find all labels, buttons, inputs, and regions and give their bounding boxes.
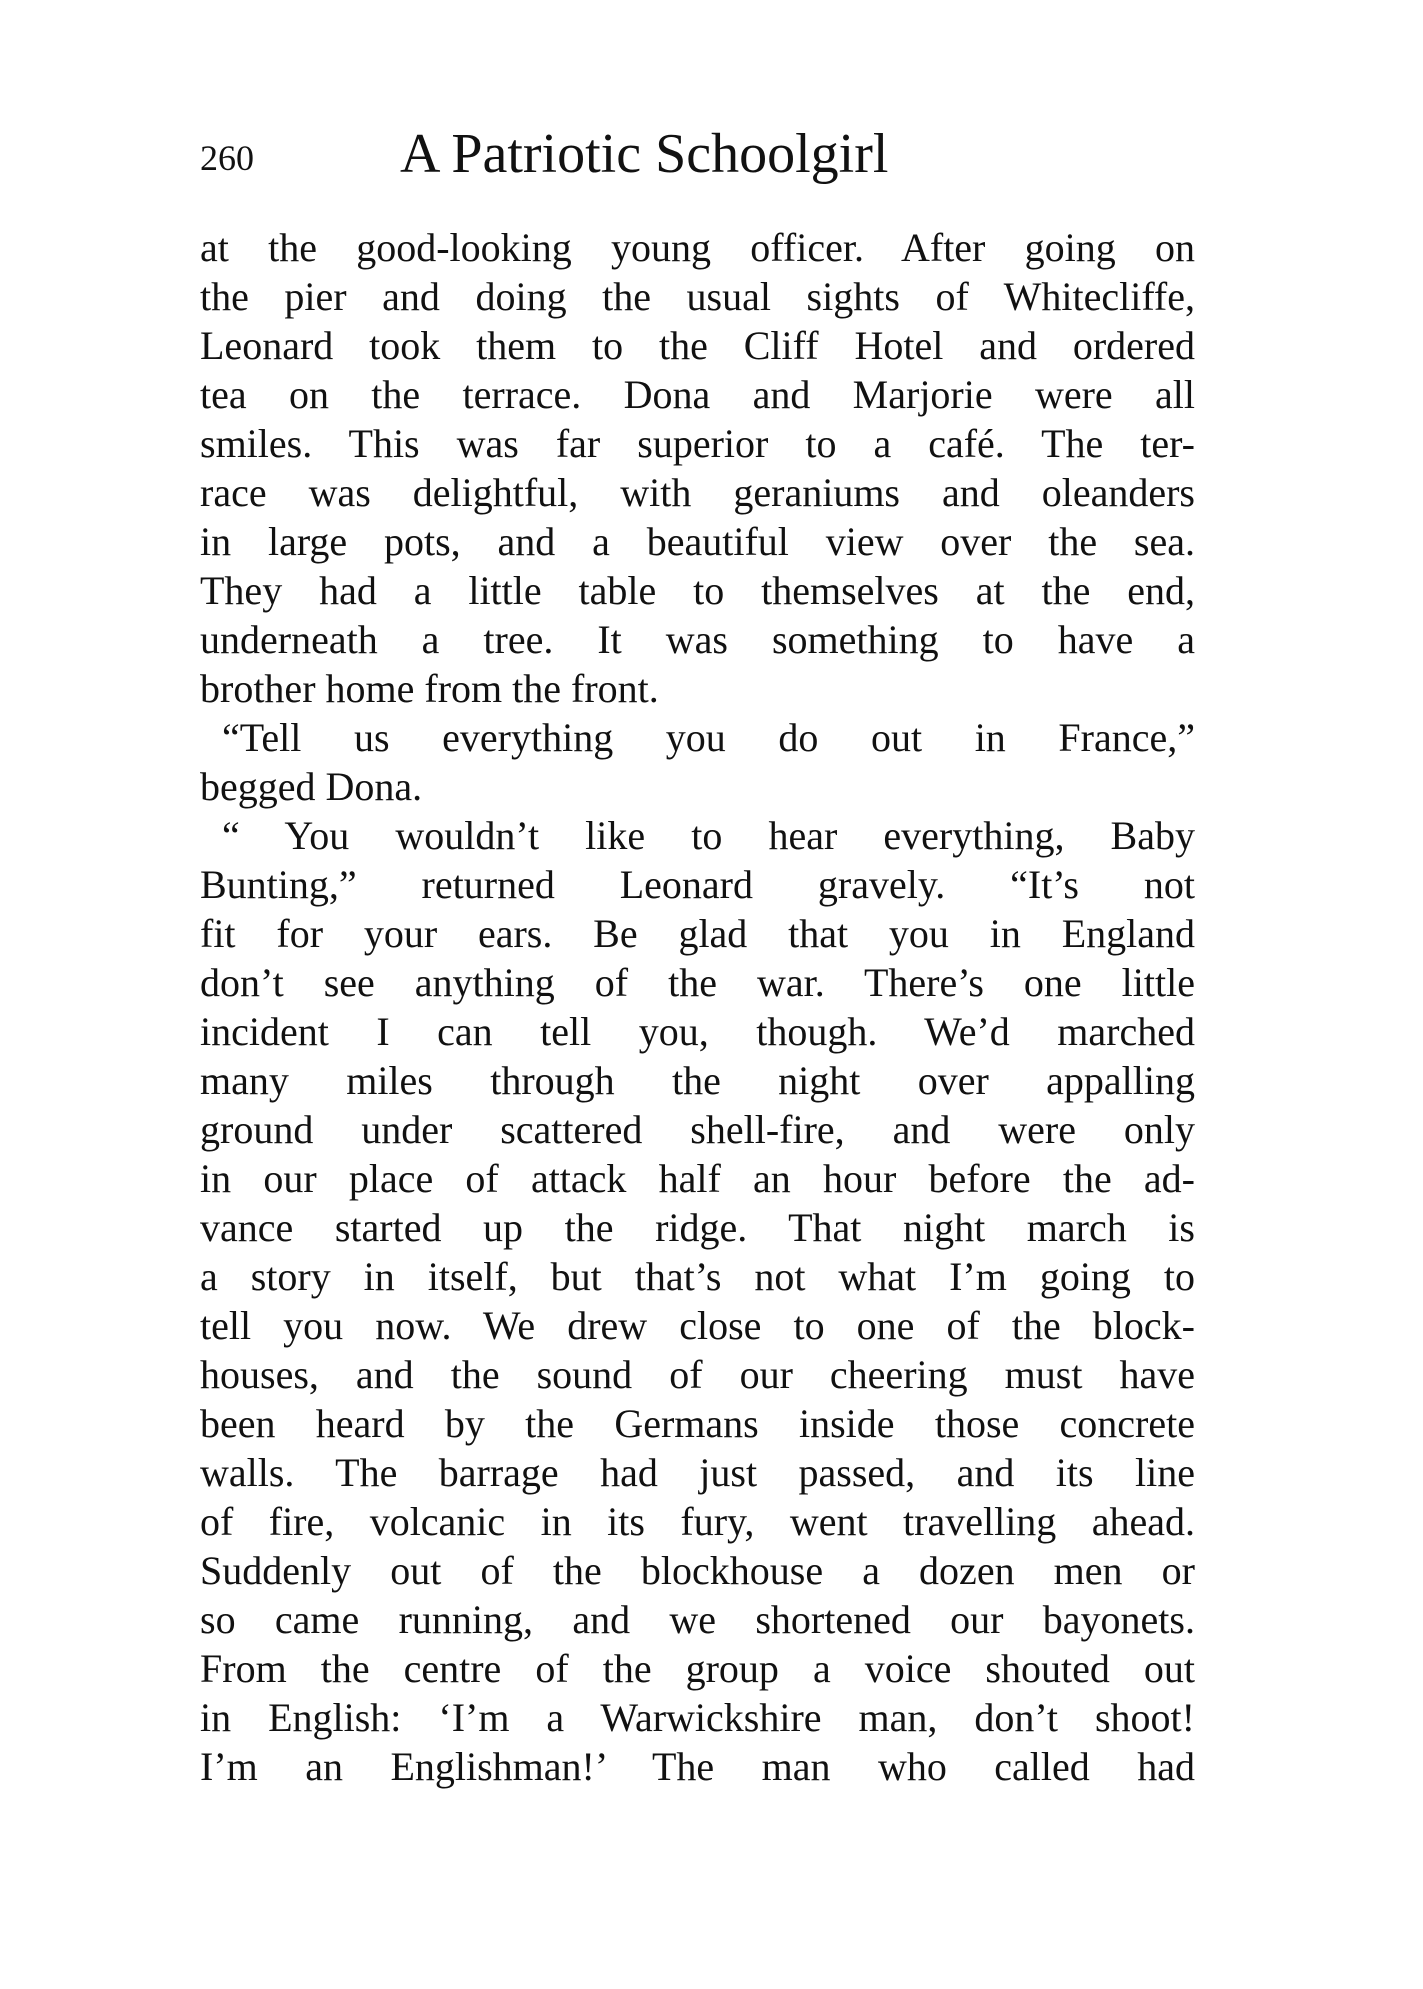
text-line: tell you now. We drew close to one of the block- — [200, 1303, 1195, 1348]
text-line: the pier and doing the usual sights of Whitecliffe, — [200, 274, 1195, 319]
text-line: a story in itself, but that’s not what I’m going to — [200, 1254, 1195, 1299]
text-line: in English: ‘I’m a Warwickshire man, don’t shoot! — [200, 1695, 1195, 1740]
text-line: brother home from the front. — [200, 666, 659, 711]
text-line: Bunting,” returned Leonard gravely. “It’s not — [200, 862, 1195, 907]
text-line: so came running, and we shortened our bayonets. — [200, 1597, 1195, 1642]
text-line: in large pots, and a beautiful view over the sea. — [200, 519, 1195, 564]
text-line: underneath a tree. It was something to have a — [200, 617, 1195, 662]
text-line: race was delightful, with geraniums and oleanders — [200, 470, 1195, 515]
page-number: 260 — [200, 138, 254, 178]
text-line: in our place of attack half an hour before the ad- — [200, 1156, 1195, 1201]
page-header — [200, 122, 1200, 192]
text-line: vance started up the ridge. That night march is — [200, 1205, 1195, 1250]
text-line: of fire, volcanic in its fury, went travelling ahead. — [200, 1499, 1195, 1544]
text-line: Suddenly out of the blockhouse a dozen men or — [200, 1548, 1195, 1593]
text-line: been heard by the Germans inside those concrete — [200, 1401, 1195, 1446]
text-line: From the centre of the group a voice shouted out — [200, 1646, 1195, 1691]
text-line: “Tell us everything you do out in France,” — [222, 715, 1195, 760]
text-line: don’t see anything of the war. There’s one little — [200, 960, 1195, 1005]
text-line: houses, and the sound of our cheering must have — [200, 1352, 1195, 1397]
text-line: fit for your ears. Be glad that you in England — [200, 911, 1195, 956]
running-title: A Patriotic Schoolgirl — [400, 123, 889, 185]
body-text — [200, 223, 1195, 1791]
text-line: begged Dona. — [200, 764, 423, 809]
text-line: I’m an Englishman!’ The man who called had — [200, 1744, 1195, 1789]
text-line: smiles. This was far superior to a café. The ter- — [200, 421, 1195, 466]
text-line: incident I can tell you, though. We’d marched — [200, 1009, 1195, 1054]
text-line: They had a little table to themselves at the end, — [200, 568, 1195, 613]
text-line: ground under scattered shell-fire, and were only — [200, 1107, 1195, 1152]
text-line: at the good-looking young officer. After going on — [200, 225, 1195, 270]
text-line: “ You wouldn’t like to hear everything, Baby — [222, 813, 1195, 858]
text-line: many miles through the night over appalling — [200, 1058, 1195, 1103]
text-line: Leonard took them to the Cliff Hotel and ordered — [200, 323, 1195, 368]
text-line: tea on the terrace. Dona and Marjorie were all — [200, 372, 1195, 417]
text-line: walls. The barrage had just passed, and its line — [200, 1450, 1195, 1495]
